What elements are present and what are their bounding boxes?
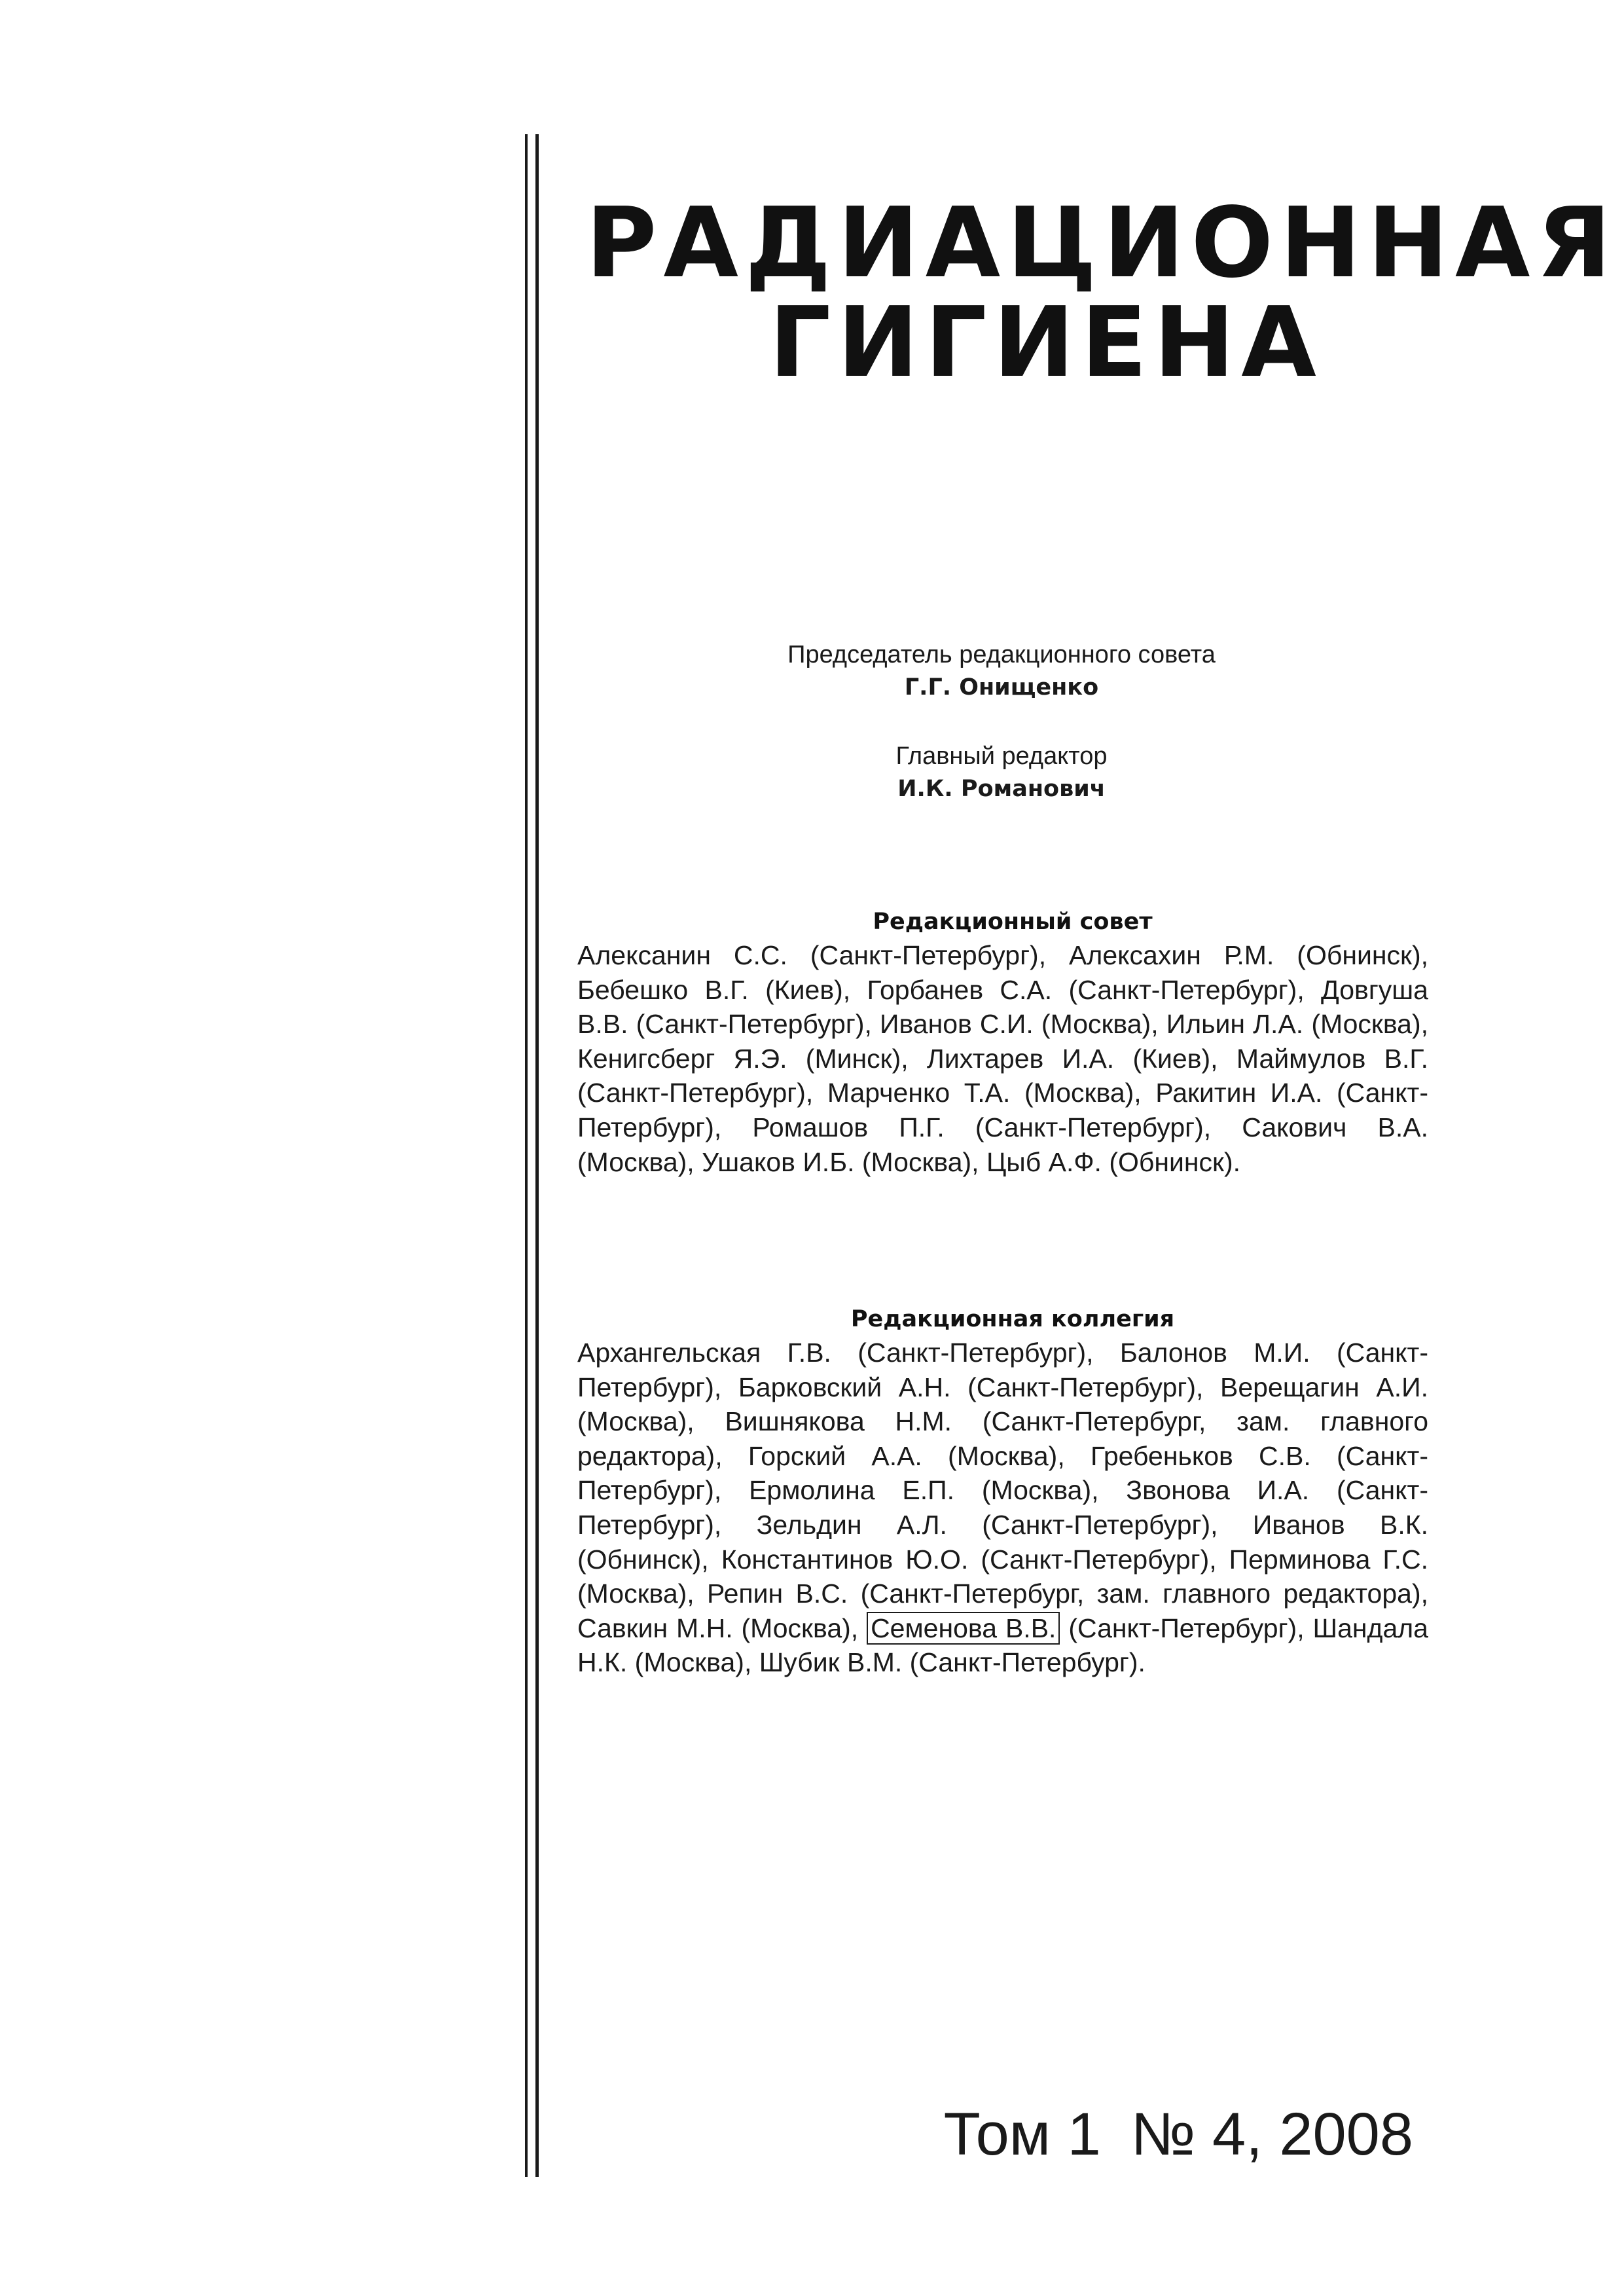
editorial-board-section xyxy=(577,1303,1428,1680)
boxed-member-name: Семенова В.В. xyxy=(867,1612,1060,1645)
editorial-board-heading: Редакционная коллегия xyxy=(850,1306,1175,1332)
chief-editor-block xyxy=(740,740,1263,805)
editorial-council-members: Алексанин С.С. (Санкт-Петербург), Алексахин Р.М. (Обнинск), Бебешко В.Г. (Киев), Горбанев С.А. (Санкт-Петербург), Довгуша В.В. (Санкт-Петербург), Иванов С.И. (Москва), Ильин Л.А. (Москва), Кенигсберг Я.Э. (Минск), Лихтарев И.А. (Киев), Маймулов В.Г. (Санкт-Петербург), Марченко Т.А. (Москва), Ракитин И.А. (Санкт-Петербург), Ромашов П.Г. (Санкт-Петербург), Сакович В.А. (Москва), Ушаков И.Б. (Москва), Цыб А.Ф. (Обнинск). xyxy=(577,940,1428,1177)
journal-title xyxy=(586,187,1618,399)
chief-editor-name: И.К. Романович xyxy=(897,776,1106,802)
chair-role: Председатель редакционного совета xyxy=(787,641,1216,668)
issue-number: № 4, 2008 xyxy=(1130,2101,1413,2168)
journal-title-line-2: ГИГИЕНА xyxy=(769,286,1323,399)
vertical-rule-left xyxy=(525,134,528,2177)
editorial-council-section xyxy=(577,905,1428,1179)
vertical-rule-right xyxy=(535,134,539,2177)
chair-name: Г.Г. Онищенко xyxy=(904,674,1099,701)
editorial-council-heading: Редакционный совет xyxy=(873,909,1153,935)
chief-editor-role: Главный редактор xyxy=(895,742,1108,770)
editorial-board-members-part-2: (Санкт-Петербург), Шандала Н.К. (Москва), Шубик В.М. (Санкт-Петербург). xyxy=(577,1613,1428,1678)
editorial-board-members-part-1: Архангельская Г.В. (Санкт-Петербург), Балонов М.И. (Санкт-Петербург), Барковский А.Н. (Санкт-Петербург), Верещагин А.И. (Москва), Вишнякова Н.М. (Санкт-Петербург, зам. главного редактора), Горский А.А. (Москва), Гребеньков С.В. (Санкт-Петербург), Ермолина Е.П. (Москва), Звонова И.А. (Санкт-Петербург), Зельдин А.Л. (Санкт-Петербург), Иванов В.К. (Обнинск), Константинов Ю.О. (Санкт-Петербург), Перминова Г.С. (Москва), Репин В.С. (Санкт-Петербург, зам. главного редактора), Савкин М.Н. (Москва), xyxy=(577,1338,1428,1643)
issue-volume: Том 1 xyxy=(943,2101,1101,2168)
journal-title-line-1: РАДИАЦИОННАЯ xyxy=(586,187,1618,299)
chair-block xyxy=(740,638,1263,704)
editorial-board-members xyxy=(577,1336,1428,1680)
issue-info xyxy=(944,2102,1413,2167)
